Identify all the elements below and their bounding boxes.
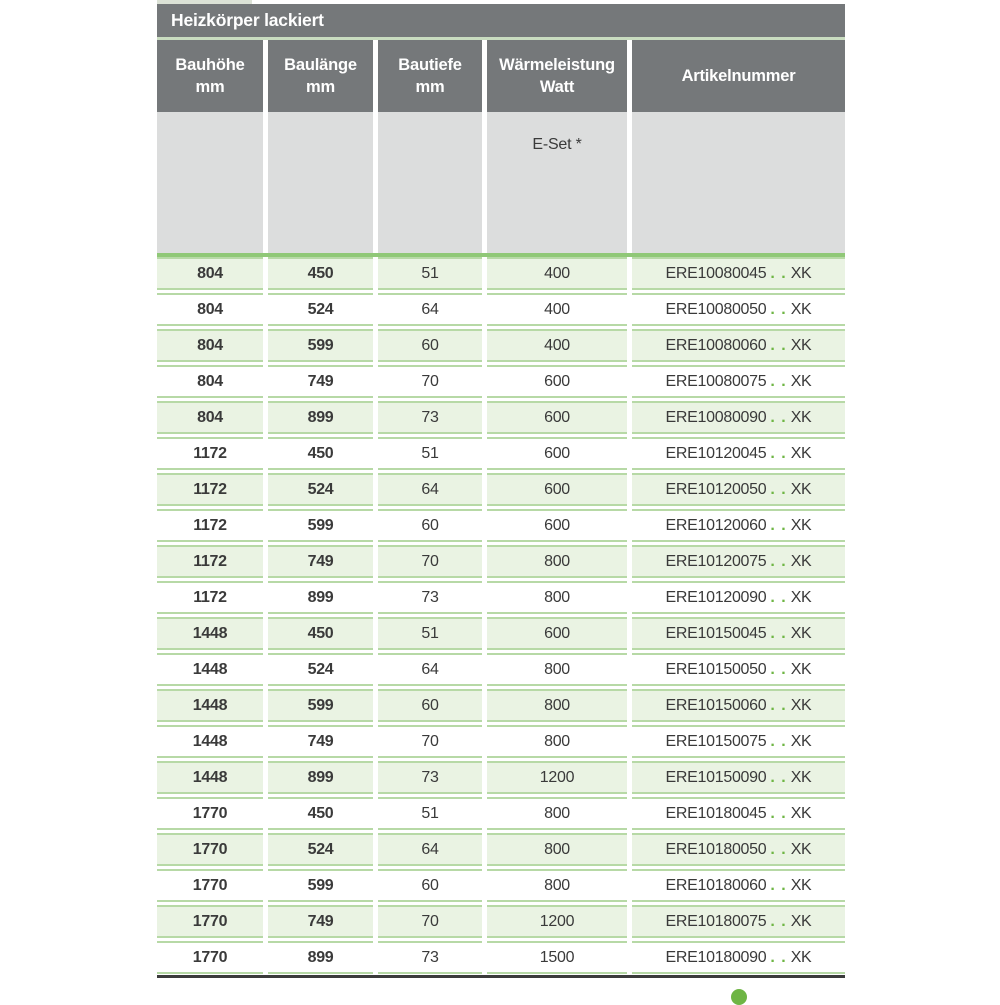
cell-bauhoehe: [157, 365, 263, 398]
bauhoehe-value: 1172: [193, 516, 227, 534]
header-unit: mm: [415, 78, 445, 96]
cell-baulaenge: [268, 329, 373, 362]
cell-artikelnummer: [632, 401, 845, 434]
cell-artikelnummer: [632, 905, 845, 938]
table-subheader-row: [157, 112, 845, 253]
bauhoehe-value: 1172: [193, 480, 227, 498]
cell-bauhoehe: [157, 257, 263, 290]
column-header-waermeleistung: [487, 40, 627, 112]
table-row: [157, 905, 845, 938]
cell-bautiefe: [378, 401, 482, 434]
artikelnummer-suffix: XK: [790, 768, 812, 786]
bautiefe-value: 70: [421, 732, 439, 750]
cell-watt: [487, 401, 627, 434]
cell-baulaenge: [268, 293, 373, 326]
cell-bautiefe: [378, 509, 482, 542]
cell-baulaenge: [268, 545, 373, 578]
artikelnummer-value: ERE10150090: [665, 768, 767, 786]
table-row: [157, 329, 845, 362]
artikelnummer-dots: . .: [770, 876, 787, 894]
watt-value: 800: [544, 840, 570, 858]
bautiefe-value: 60: [421, 516, 439, 534]
artikelnummer-dots: . .: [770, 300, 787, 318]
header-label: Wärmeleistung: [499, 55, 615, 74]
artikelnummer-value: ERE10180060: [665, 876, 767, 894]
table-row: [157, 869, 845, 902]
table-row: [157, 761, 845, 794]
artikelnummer-value: ERE10080060: [665, 336, 767, 354]
artikelnummer-value: ERE10150045: [665, 624, 767, 642]
table-bottom-border: [157, 975, 845, 978]
artikelnummer-dots: . .: [770, 408, 787, 426]
bauhoehe-value: 1172: [193, 444, 227, 462]
table-row: [157, 941, 845, 974]
bauhoehe-value: 804: [197, 336, 223, 354]
cell-artikelnummer: [632, 437, 845, 470]
cell-bauhoehe: [157, 761, 263, 794]
cell-bauhoehe: [157, 905, 263, 938]
cell-watt: [487, 473, 627, 506]
cell-bauhoehe: [157, 725, 263, 758]
cell-bautiefe: [378, 473, 482, 506]
artikelnummer-dots: . .: [770, 840, 787, 858]
watt-value: 400: [544, 264, 570, 282]
watt-value: 600: [544, 624, 570, 642]
table-row: [157, 545, 845, 578]
cell-bautiefe: [378, 761, 482, 794]
header-label: Bauhöhe: [175, 55, 245, 74]
artikelnummer-dots: . .: [770, 948, 787, 966]
header-label: Bautiefe: [398, 55, 462, 74]
bauhoehe-value: 1770: [192, 912, 228, 930]
bautiefe-value: 51: [421, 804, 439, 822]
artikelnummer-suffix: XK: [790, 696, 812, 714]
cell-watt: [487, 617, 627, 650]
watt-value: 800: [544, 552, 570, 570]
watt-value: 1200: [539, 768, 575, 786]
table-row: [157, 401, 845, 434]
cell-artikelnummer: [632, 797, 845, 830]
cell-watt: [487, 257, 627, 290]
watt-value: 800: [544, 660, 570, 678]
artikelnummer-suffix: XK: [790, 336, 812, 354]
artikelnummer-dots: . .: [770, 696, 787, 714]
cell-bauhoehe: [157, 689, 263, 722]
bautiefe-value: 73: [421, 948, 439, 966]
watt-value: 800: [544, 732, 570, 750]
eset-label: E-Set *: [532, 136, 582, 153]
cell-bautiefe: [378, 725, 482, 758]
cell-baulaenge: [268, 401, 373, 434]
artikelnummer-dots: . .: [770, 804, 787, 822]
baulaenge-value: 749: [307, 372, 334, 390]
cell-watt: [487, 833, 627, 866]
table-row: [157, 293, 845, 326]
cell-baulaenge: [268, 905, 373, 938]
artikelnummer-dots: . .: [770, 372, 787, 390]
table-row: [157, 653, 845, 686]
cell-baulaenge: [268, 473, 373, 506]
column-header-bautiefe: [378, 40, 482, 112]
watt-value: 1500: [539, 948, 575, 966]
green-dot-icon: [731, 989, 747, 1005]
cell-bauhoehe: [157, 545, 263, 578]
bauhoehe-value: 1770: [192, 876, 228, 894]
bauhoehe-value: 804: [197, 408, 223, 426]
table-row: [157, 617, 845, 650]
artikelnummer-suffix: XK: [790, 300, 812, 318]
artikelnummer-value: ERE10150075: [665, 732, 767, 750]
bauhoehe-value: 1770: [192, 948, 228, 966]
cell-artikelnummer: [632, 545, 845, 578]
artikelnummer-suffix: XK: [790, 660, 812, 678]
baulaenge-value: 599: [307, 876, 334, 894]
header-label: Baulänge: [284, 55, 357, 74]
cell-bautiefe: [378, 941, 482, 974]
baulaenge-value: 450: [307, 444, 334, 462]
cell-artikelnummer: [632, 941, 845, 974]
subheader-cell: [378, 112, 482, 253]
artikelnummer-value: ERE10080090: [665, 408, 767, 426]
cell-bautiefe: [378, 797, 482, 830]
artikelnummer-suffix: XK: [790, 516, 812, 534]
cell-baulaenge: [268, 653, 373, 686]
cell-baulaenge: [268, 869, 373, 902]
artikelnummer-suffix: XK: [790, 408, 812, 426]
cell-bauhoehe: [157, 617, 263, 650]
artikelnummer-value: ERE10080045: [665, 264, 767, 282]
cell-watt: [487, 941, 627, 974]
cell-watt: [487, 437, 627, 470]
baulaenge-value: 524: [307, 480, 334, 498]
cell-watt: [487, 689, 627, 722]
artikelnummer-dots: . .: [770, 264, 787, 282]
cell-baulaenge: [268, 581, 373, 614]
cell-bauhoehe: [157, 581, 263, 614]
table-row: [157, 437, 845, 470]
subheader-cell: [632, 112, 845, 253]
bautiefe-value: 60: [421, 696, 439, 714]
artikelnummer-suffix: XK: [790, 372, 812, 390]
artikelnummer-suffix: XK: [790, 804, 812, 822]
cell-artikelnummer: [632, 473, 845, 506]
cell-bauhoehe: [157, 653, 263, 686]
bautiefe-value: 70: [421, 552, 439, 570]
watt-value: 400: [544, 336, 570, 354]
baulaenge-value: 899: [307, 588, 334, 606]
artikelnummer-dots: . .: [770, 768, 787, 786]
bauhoehe-value: 804: [197, 264, 223, 282]
bautiefe-value: 51: [421, 624, 439, 642]
bauhoehe-value: 1448: [192, 624, 228, 642]
bautiefe-value: 73: [421, 588, 439, 606]
bautiefe-value: 64: [421, 660, 439, 678]
cell-baulaenge: [268, 617, 373, 650]
artikelnummer-suffix: XK: [790, 840, 812, 858]
cell-watt: [487, 905, 627, 938]
cell-bautiefe: [378, 833, 482, 866]
artikelnummer-dots: . .: [770, 336, 787, 354]
cell-bauhoehe: [157, 437, 263, 470]
bauhoehe-value: 804: [197, 300, 223, 318]
artikelnummer-dots: . .: [770, 660, 787, 678]
artikelnummer-suffix: XK: [790, 444, 812, 462]
cell-artikelnummer: [632, 581, 845, 614]
cell-bautiefe: [378, 617, 482, 650]
baulaenge-value: 450: [307, 804, 334, 822]
artikelnummer-value: ERE10150050: [665, 660, 767, 678]
artikelnummer-suffix: XK: [790, 552, 812, 570]
cell-bautiefe: [378, 329, 482, 362]
header-unit: mm: [195, 78, 225, 96]
bautiefe-value: 60: [421, 876, 439, 894]
cell-bautiefe: [378, 437, 482, 470]
cell-baulaenge: [268, 725, 373, 758]
artikelnummer-suffix: XK: [790, 912, 812, 930]
bautiefe-value: 70: [421, 372, 439, 390]
table-row: [157, 473, 845, 506]
cell-baulaenge: [268, 833, 373, 866]
artikelnummer-value: ERE10120060: [665, 516, 767, 534]
table-row: [157, 833, 845, 866]
artikelnummer-value: ERE10120045: [665, 444, 767, 462]
table-row: [157, 725, 845, 758]
artikelnummer-dots: . .: [770, 480, 787, 498]
cell-bautiefe: [378, 365, 482, 398]
table-row: [157, 689, 845, 722]
cell-watt: [487, 725, 627, 758]
baulaenge-value: 599: [307, 336, 334, 354]
bautiefe-value: 64: [421, 840, 439, 858]
baulaenge-value: 899: [307, 768, 334, 786]
cell-baulaenge: [268, 365, 373, 398]
bautiefe-value: 51: [421, 264, 439, 282]
baulaenge-value: 524: [307, 660, 334, 678]
artikelnummer-dots: . .: [770, 624, 787, 642]
bauhoehe-value: 1448: [192, 660, 228, 678]
watt-value: 1200: [539, 912, 575, 930]
baulaenge-value: 450: [307, 264, 334, 282]
cell-bauhoehe: [157, 509, 263, 542]
bautiefe-value: 60: [421, 336, 439, 354]
cell-bauhoehe: [157, 941, 263, 974]
artikelnummer-suffix: XK: [790, 876, 812, 894]
cell-baulaenge: [268, 689, 373, 722]
cell-bautiefe: [378, 905, 482, 938]
table-row: [157, 257, 845, 290]
cell-watt: [487, 653, 627, 686]
subheader-cell: [268, 112, 373, 253]
cell-bauhoehe: [157, 797, 263, 830]
artikelnummer-suffix: XK: [790, 624, 812, 642]
cell-artikelnummer: [632, 509, 845, 542]
watt-value: 600: [544, 372, 570, 390]
cell-bautiefe: [378, 293, 482, 326]
artikelnummer-suffix: XK: [790, 948, 812, 966]
cell-bautiefe: [378, 581, 482, 614]
watt-value: 800: [544, 804, 570, 822]
cell-bautiefe: [378, 257, 482, 290]
baulaenge-value: 599: [307, 516, 334, 534]
cell-baulaenge: [268, 761, 373, 794]
cell-bautiefe: [378, 689, 482, 722]
watt-value: 600: [544, 408, 570, 426]
cell-baulaenge: [268, 257, 373, 290]
cell-bautiefe: [378, 545, 482, 578]
cell-watt: [487, 293, 627, 326]
cell-artikelnummer: [632, 653, 845, 686]
bautiefe-value: 64: [421, 480, 439, 498]
watt-value: 600: [544, 516, 570, 534]
bauhoehe-value: 804: [197, 372, 223, 390]
artikelnummer-dots: . .: [770, 588, 787, 606]
cell-bauhoehe: [157, 293, 263, 326]
artikelnummer-dots: . .: [770, 516, 787, 534]
artikelnummer-value: ERE10150060: [665, 696, 767, 714]
table-title-bar: [157, 4, 845, 37]
bautiefe-value: 73: [421, 768, 439, 786]
cell-artikelnummer: [632, 257, 845, 290]
bautiefe-value: 73: [421, 408, 439, 426]
column-header-artikelnummer: [632, 40, 845, 112]
cell-watt: [487, 509, 627, 542]
cell-watt: [487, 365, 627, 398]
cell-artikelnummer: [632, 725, 845, 758]
bauhoehe-value: 1770: [192, 840, 228, 858]
column-header-baulaenge: [268, 40, 373, 112]
watt-value: 600: [544, 480, 570, 498]
header-label: Artikelnummer: [681, 66, 796, 85]
watt-value: 800: [544, 876, 570, 894]
cell-bauhoehe: [157, 473, 263, 506]
baulaenge-value: 749: [307, 912, 334, 930]
bautiefe-value: 51: [421, 444, 439, 462]
artikelnummer-value: ERE10120050: [665, 480, 767, 498]
header-unit: Watt: [539, 78, 575, 96]
watt-value: 600: [544, 444, 570, 462]
table-row: [157, 365, 845, 398]
table-row: [157, 509, 845, 542]
table-header-row: [157, 40, 845, 112]
cell-watt: [487, 761, 627, 794]
bauhoehe-value: 1448: [192, 768, 228, 786]
artikelnummer-dots: . .: [770, 732, 787, 750]
watt-value: 800: [544, 696, 570, 714]
artikelnummer-value: ERE10180045: [665, 804, 767, 822]
cell-baulaenge: [268, 797, 373, 830]
table-body: [157, 257, 845, 977]
bauhoehe-value: 1448: [192, 732, 228, 750]
artikelnummer-value: ERE10180050: [665, 840, 767, 858]
cell-artikelnummer: [632, 869, 845, 902]
baulaenge-value: 749: [307, 552, 334, 570]
watt-value: 400: [544, 300, 570, 318]
bauhoehe-value: 1770: [192, 804, 228, 822]
bauhoehe-value: 1448: [192, 696, 228, 714]
cell-bauhoehe: [157, 329, 263, 362]
cell-baulaenge: [268, 509, 373, 542]
baulaenge-value: 899: [307, 948, 334, 966]
artikelnummer-suffix: XK: [790, 588, 812, 606]
cell-bauhoehe: [157, 869, 263, 902]
cell-watt: [487, 581, 627, 614]
cell-watt: [487, 869, 627, 902]
artikelnummer-suffix: XK: [790, 732, 812, 750]
cell-bautiefe: [378, 869, 482, 902]
subheader-cell-eset: [487, 112, 627, 253]
baulaenge-value: 749: [307, 732, 334, 750]
baulaenge-value: 524: [307, 840, 334, 858]
bauhoehe-value: 1172: [193, 552, 227, 570]
artikelnummer-suffix: XK: [790, 264, 812, 282]
subheader-cell: [157, 112, 263, 253]
cell-baulaenge: [268, 437, 373, 470]
cell-bauhoehe: [157, 833, 263, 866]
artikelnummer-value: ERE10180090: [665, 948, 767, 966]
cell-artikelnummer: [632, 761, 845, 794]
bautiefe-value: 64: [421, 300, 439, 318]
bautiefe-value: 70: [421, 912, 439, 930]
baulaenge-value: 899: [307, 408, 334, 426]
table-row: [157, 797, 845, 830]
table-title: Heizkörper lackiert: [171, 10, 324, 30]
baulaenge-value: 524: [307, 300, 334, 318]
artikelnummer-dots: . .: [770, 444, 787, 462]
cell-artikelnummer: [632, 617, 845, 650]
cell-watt: [487, 329, 627, 362]
column-header-bauhoehe: [157, 40, 263, 112]
artikelnummer-dots: . .: [770, 552, 787, 570]
cell-artikelnummer: [632, 689, 845, 722]
cell-watt: [487, 797, 627, 830]
artikelnummer-dots: . .: [770, 912, 787, 930]
artikelnummer-value: ERE10080075: [665, 372, 767, 390]
cell-artikelnummer: [632, 329, 845, 362]
cell-artikelnummer: [632, 365, 845, 398]
artikelnummer-value: ERE10080050: [665, 300, 767, 318]
header-unit: mm: [306, 78, 335, 96]
cell-artikelnummer: [632, 293, 845, 326]
artikelnummer-value: ERE10180075: [665, 912, 767, 930]
bauhoehe-value: 1172: [193, 588, 227, 606]
watt-value: 800: [544, 588, 570, 606]
cell-bautiefe: [378, 653, 482, 686]
artikelnummer-value: ERE10120075: [665, 552, 767, 570]
cell-baulaenge: [268, 941, 373, 974]
baulaenge-value: 450: [307, 624, 334, 642]
cell-watt: [487, 545, 627, 578]
artikelnummer-value: ERE10120090: [665, 588, 767, 606]
table-row: [157, 581, 845, 614]
baulaenge-value: 599: [307, 696, 334, 714]
cell-bauhoehe: [157, 401, 263, 434]
cell-artikelnummer: [632, 833, 845, 866]
artikelnummer-suffix: XK: [790, 480, 812, 498]
